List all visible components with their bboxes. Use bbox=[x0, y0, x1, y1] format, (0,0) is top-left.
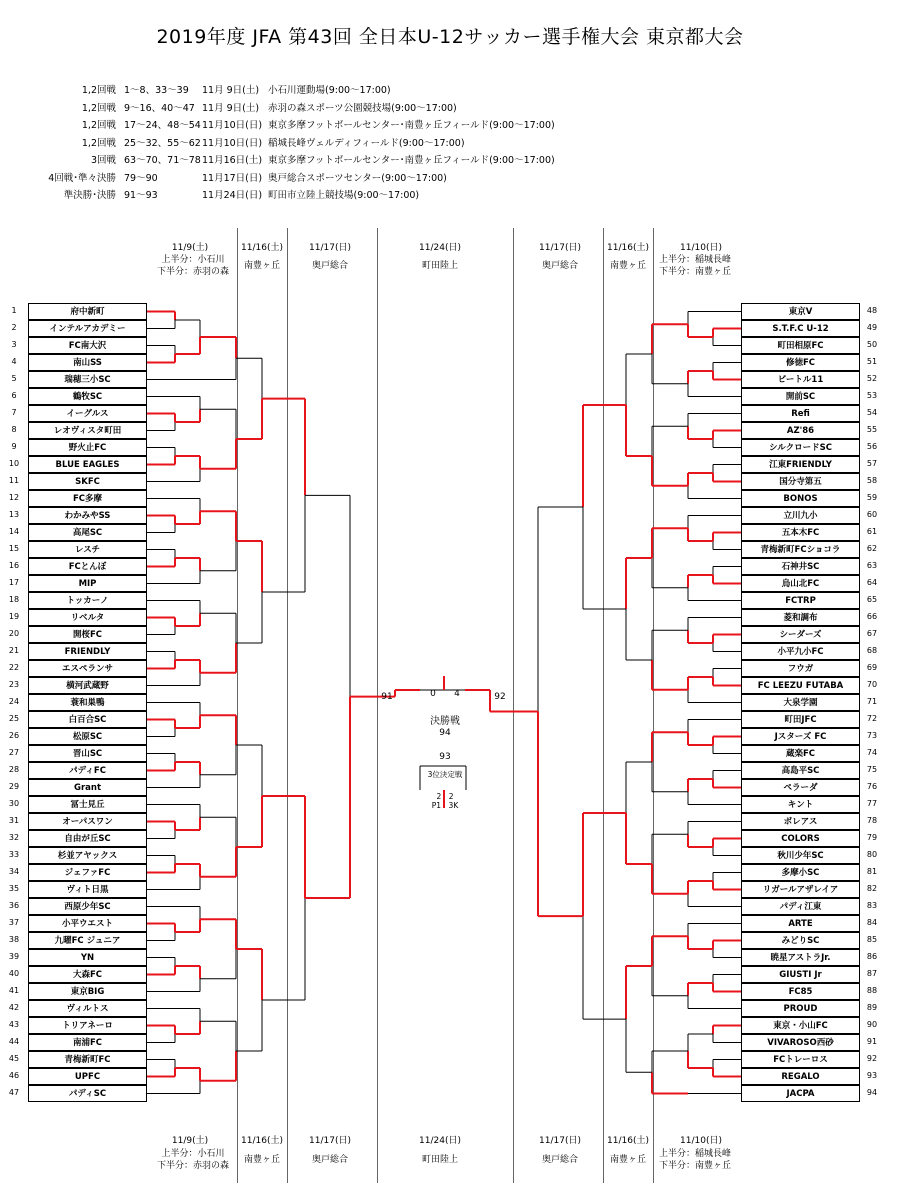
team-right-58: 国分寺第五 bbox=[741, 473, 860, 490]
team-left-3: FC南大沢 bbox=[28, 337, 147, 354]
final-label: 決勝戦 bbox=[430, 716, 460, 727]
team-left-42: ヴィルトス bbox=[28, 1000, 147, 1017]
team-number: 71 bbox=[866, 696, 878, 706]
footer-r3-date: 11/17(日) bbox=[539, 1136, 581, 1146]
header-r1-b: 下半分：南豊ヶ丘 bbox=[658, 267, 731, 277]
team-number: 20 bbox=[8, 628, 20, 638]
team-left-26: 松原SC bbox=[28, 728, 147, 745]
team-left-39: YN bbox=[28, 949, 147, 966]
team-number: 84 bbox=[866, 917, 878, 927]
team-right-61: 五本木FC bbox=[741, 524, 860, 541]
schedule-label: 3回戦 bbox=[90, 155, 116, 166]
team-number: 63 bbox=[866, 560, 878, 570]
schedule-label: 4回戦･準々決勝 bbox=[48, 172, 116, 184]
team-right-59: BONOS bbox=[741, 490, 860, 507]
team-number: 22 bbox=[8, 662, 20, 672]
team-number: 27 bbox=[8, 747, 20, 757]
header-l1-date: 11/9(土) bbox=[171, 243, 209, 253]
team-number: 19 bbox=[8, 611, 20, 621]
team-number: 42 bbox=[8, 1002, 20, 1012]
schedule-date: 11月 9日(土) bbox=[202, 102, 260, 114]
team-left-32: 自由が丘SC bbox=[28, 830, 147, 847]
team-left-4: 南山SS bbox=[28, 354, 147, 371]
team-right-49: S.T.F.C U-12 bbox=[741, 320, 860, 337]
team-left-25: 白百合SC bbox=[28, 711, 147, 728]
team-number: 73 bbox=[866, 730, 878, 740]
team-number: 67 bbox=[866, 628, 878, 638]
team-number: 49 bbox=[866, 322, 878, 332]
footer-c-venue: 町田陸上 bbox=[421, 1155, 458, 1165]
schedule-venue: 東京多摩フットボールセンター･南豊ヶ丘フィールド(9:00～17:00) bbox=[268, 155, 555, 166]
team-left-37: 小平ウエスト bbox=[28, 915, 147, 932]
schedule-venue: 奥戸総合スポーツセンター(9:00～17:00) bbox=[268, 172, 447, 184]
team-number: 8 bbox=[11, 424, 17, 434]
final-left-score: 0 bbox=[430, 689, 436, 699]
third-pk: P1 3K bbox=[431, 801, 459, 810]
schedule-range: 9～16、40～47 bbox=[124, 102, 195, 114]
header-r2-date: 11/16(土) bbox=[607, 243, 649, 253]
team-number: 77 bbox=[866, 798, 878, 808]
team-right-74: 蔵楽FC bbox=[741, 745, 860, 762]
team-right-57: 江東FRIENDLY bbox=[741, 456, 860, 473]
schedule-date: 11月17日(日) bbox=[202, 172, 263, 184]
team-left-7: イーグルス bbox=[28, 405, 147, 422]
team-number: 17 bbox=[8, 577, 20, 587]
team-left-22: エスペランサ bbox=[28, 660, 147, 677]
team-number: 76 bbox=[866, 781, 878, 791]
team-number: 32 bbox=[8, 832, 20, 842]
team-right-82: リガールアザレイア bbox=[741, 881, 860, 898]
team-number: 82 bbox=[866, 883, 878, 893]
team-right-66: 菱和調布 bbox=[741, 609, 860, 626]
team-right-76: ペラーダ bbox=[741, 779, 860, 796]
team-number: 38 bbox=[8, 934, 20, 944]
team-right-48: 東京V bbox=[741, 303, 860, 320]
team-number: 75 bbox=[866, 764, 878, 774]
team-number: 2 bbox=[11, 322, 17, 332]
team-number: 56 bbox=[866, 441, 878, 451]
schedule-range: 1～8、33～39 bbox=[124, 85, 189, 96]
footer-r3-venue: 奥戸総合 bbox=[541, 1155, 578, 1165]
team-number: 4 bbox=[11, 356, 17, 366]
schedule-range: 25～32、55～62 bbox=[124, 137, 201, 149]
header-l3-date: 11/17(日) bbox=[309, 243, 351, 253]
team-right-91: VIVAROSO西砂 bbox=[741, 1034, 860, 1051]
team-number: 40 bbox=[8, 968, 20, 978]
team-left-19: リベルタ bbox=[28, 609, 147, 626]
footer-l1-date: 11/9(土) bbox=[171, 1136, 209, 1146]
team-right-89: PROUD bbox=[741, 1000, 860, 1017]
schedule-date: 11月16日(土) bbox=[202, 155, 263, 166]
team-right-93: REGALO bbox=[741, 1068, 860, 1085]
team-number: 72 bbox=[866, 713, 878, 723]
team-number: 89 bbox=[866, 1002, 878, 1012]
team-left-23: 横河武蔵野 bbox=[28, 677, 147, 694]
team-number: 79 bbox=[866, 832, 878, 842]
team-number: 83 bbox=[866, 900, 878, 910]
team-number: 91 bbox=[866, 1036, 878, 1046]
schedule-date: 11月24日(日) bbox=[202, 190, 263, 201]
team-number: 53 bbox=[866, 390, 878, 400]
team-number: 68 bbox=[866, 645, 878, 655]
team-left-44: 南浦FC bbox=[28, 1034, 147, 1051]
team-number: 66 bbox=[866, 611, 878, 621]
team-left-30: 冨士見丘 bbox=[28, 796, 147, 813]
team-left-38: 九曜FC ジュニア bbox=[28, 932, 147, 949]
team-number: 80 bbox=[866, 849, 878, 859]
schedule-range: 63～70、71～78 bbox=[124, 155, 201, 166]
team-right-50: 町田相原FC bbox=[741, 337, 860, 354]
header-c-venue: 町田陸上 bbox=[421, 261, 458, 271]
team-number: 51 bbox=[866, 356, 878, 366]
team-number: 18 bbox=[8, 594, 20, 604]
schedule-date: 11月10日(日) bbox=[202, 137, 263, 149]
team-number: 14 bbox=[8, 526, 20, 536]
semi-left-no: 91 bbox=[381, 692, 393, 702]
team-number: 62 bbox=[866, 543, 878, 553]
team-right-60: 立川九小 bbox=[741, 507, 860, 524]
team-number: 7 bbox=[11, 407, 17, 417]
team-right-67: シーダーズ bbox=[741, 626, 860, 643]
footer-l2-date: 11/16(土) bbox=[241, 1136, 283, 1146]
team-right-55: AZ'86 bbox=[741, 422, 860, 439]
team-left-36: 西原少年SC bbox=[28, 898, 147, 915]
team-number: 26 bbox=[8, 730, 20, 740]
team-right-77: キント bbox=[741, 796, 860, 813]
schedule-range: 79～90 bbox=[124, 172, 158, 184]
team-right-78: ボレアス bbox=[741, 813, 860, 830]
team-number: 92 bbox=[866, 1053, 878, 1063]
team-left-1: 府中新町 bbox=[28, 303, 147, 320]
team-number: 9 bbox=[11, 441, 17, 451]
team-number: 64 bbox=[866, 577, 878, 587]
team-left-12: FC多摩 bbox=[28, 490, 147, 507]
team-left-47: パディSC bbox=[28, 1085, 147, 1102]
team-left-41: 東京BIG bbox=[28, 983, 147, 1000]
team-left-21: FRIENDLY bbox=[28, 643, 147, 660]
team-number: 3 bbox=[11, 339, 17, 349]
team-number: 94 bbox=[866, 1087, 878, 1097]
team-left-40: 大森FC bbox=[28, 966, 147, 983]
team-right-87: GIUSTI Jr bbox=[741, 966, 860, 983]
team-right-75: 高島平SC bbox=[741, 762, 860, 779]
team-right-73: Jスターズ FC bbox=[741, 728, 860, 745]
footer-r2-venue: 南豊ヶ丘 bbox=[609, 1155, 646, 1165]
team-number: 5 bbox=[11, 373, 17, 383]
footer-l3-date: 11/17(日) bbox=[309, 1136, 351, 1146]
team-number: 24 bbox=[8, 696, 20, 706]
team-right-70: FC LEEZU FUTABA bbox=[741, 677, 860, 694]
team-number: 58 bbox=[866, 475, 878, 485]
schedule-label: 1,2回戦 bbox=[81, 120, 116, 131]
team-right-79: COLORS bbox=[741, 830, 860, 847]
team-number: 59 bbox=[866, 492, 878, 502]
team-number: 70 bbox=[866, 679, 878, 689]
team-right-81: 多摩小SC bbox=[741, 864, 860, 881]
team-left-20: 開桜FC bbox=[28, 626, 147, 643]
schedule-venue: 赤羽の森スポーツ公園競技場(9:00～17:00) bbox=[268, 102, 457, 114]
schedule-label: 1,2回戦 bbox=[81, 85, 116, 96]
team-number: 31 bbox=[8, 815, 20, 825]
team-left-11: SKFC bbox=[28, 473, 147, 490]
team-number: 60 bbox=[866, 509, 878, 519]
schedule-date: 11月 9日(土) bbox=[202, 85, 260, 96]
team-left-2: インテルアカデミー bbox=[28, 320, 147, 337]
team-number: 16 bbox=[8, 560, 20, 570]
footer-c-date: 11/24(日) bbox=[419, 1136, 461, 1146]
team-right-92: FCトレーロス bbox=[741, 1051, 860, 1068]
team-number: 44 bbox=[8, 1036, 20, 1046]
team-left-13: わかみやSS bbox=[28, 507, 147, 524]
footer-r1-date: 11/10(日) bbox=[680, 1136, 722, 1146]
team-number: 57 bbox=[866, 458, 878, 468]
team-left-46: UPFC bbox=[28, 1068, 147, 1085]
team-number: 39 bbox=[8, 951, 20, 961]
team-number: 45 bbox=[8, 1053, 20, 1063]
header-l2-venue: 南豊ヶ丘 bbox=[243, 261, 280, 271]
team-number: 81 bbox=[866, 866, 878, 876]
header-r3-venue: 奥戸総合 bbox=[541, 261, 578, 271]
schedule-label: 1,2回戦 bbox=[81, 102, 116, 114]
team-right-52: ビートル11 bbox=[741, 371, 860, 388]
team-number: 30 bbox=[8, 798, 20, 808]
schedule-venue: 東京多摩フットボールセンター･南豊ヶ丘フィールド(9:00～17:00) bbox=[268, 120, 555, 131]
header-c-date: 11/24(日) bbox=[419, 243, 461, 253]
footer-l2-venue: 南豊ヶ丘 bbox=[243, 1155, 280, 1165]
team-number: 50 bbox=[866, 339, 878, 349]
team-number: 11 bbox=[8, 475, 20, 485]
team-number: 15 bbox=[8, 543, 20, 553]
final-match-no: 94 bbox=[439, 728, 451, 738]
team-left-5: 瑞穂三小SC bbox=[28, 371, 147, 388]
team-number: 69 bbox=[866, 662, 878, 672]
team-number: 86 bbox=[866, 951, 878, 961]
team-number: 61 bbox=[866, 526, 878, 536]
footer-l1-a: 上半分：小石川 bbox=[161, 1149, 225, 1159]
schedule-venue: 稲城長峰ヴェルディフィールド(9:00～17:00) bbox=[268, 137, 465, 149]
team-number: 25 bbox=[8, 713, 20, 723]
team-right-56: シルクロードSC bbox=[741, 439, 860, 456]
team-number: 37 bbox=[8, 917, 20, 927]
team-number: 90 bbox=[866, 1019, 878, 1029]
team-number: 46 bbox=[8, 1070, 20, 1080]
schedule-range: 17～24、48～54 bbox=[124, 120, 201, 131]
team-number: 6 bbox=[11, 390, 17, 400]
team-number: 1 bbox=[11, 305, 17, 315]
team-left-45: 青梅新町FC bbox=[28, 1051, 147, 1068]
footer-r1-b: 下半分：南豊ヶ丘 bbox=[658, 1161, 731, 1171]
team-right-83: パディ江東 bbox=[741, 898, 860, 915]
team-left-28: パディFC bbox=[28, 762, 147, 779]
team-right-65: FCTRP bbox=[741, 592, 860, 609]
header-r3-date: 11/17(日) bbox=[539, 243, 581, 253]
team-number: 13 bbox=[8, 509, 20, 519]
header-l3-venue: 奥戸総合 bbox=[311, 261, 348, 271]
header-r1-a: 上半分：稲城長峰 bbox=[658, 255, 731, 265]
team-number: 93 bbox=[866, 1070, 878, 1080]
team-number: 48 bbox=[866, 305, 878, 315]
team-left-43: トリアネーロ bbox=[28, 1017, 147, 1034]
team-right-54: Refi bbox=[741, 405, 860, 422]
schedule-range: 91～93 bbox=[124, 190, 158, 201]
team-left-34: ジェファFC bbox=[28, 864, 147, 881]
header-l1-a: 上半分：小石川 bbox=[161, 255, 225, 265]
footer-l3-venue: 奥戸総合 bbox=[311, 1155, 348, 1165]
header-l1-b: 下半分：赤羽の森 bbox=[156, 267, 229, 277]
footer-r1-a: 上半分：稲城長峰 bbox=[658, 1149, 731, 1159]
team-right-53: 開前SC bbox=[741, 388, 860, 405]
team-number: 55 bbox=[866, 424, 878, 434]
team-right-85: みどりSC bbox=[741, 932, 860, 949]
team-left-8: レオヴィスタ町田 bbox=[28, 422, 147, 439]
team-right-72: 町田JFC bbox=[741, 711, 860, 728]
page-title: 2019年度 JFA 第43回 全日本U-12サッカー選手権大会 東京都大会 bbox=[156, 26, 744, 48]
team-number: 10 bbox=[8, 458, 20, 468]
team-right-68: 小平九小FC bbox=[741, 643, 860, 660]
team-left-17: MIP bbox=[28, 575, 147, 592]
team-right-63: 石神井SC bbox=[741, 558, 860, 575]
team-number: 28 bbox=[8, 764, 20, 774]
third-match-no: 93 bbox=[439, 752, 451, 762]
team-number: 29 bbox=[8, 781, 20, 791]
schedule-label: 準決勝･決勝 bbox=[63, 190, 116, 201]
team-left-9: 野火止FC bbox=[28, 439, 147, 456]
team-left-16: FCとんぼ bbox=[28, 558, 147, 575]
team-right-88: FC85 bbox=[741, 983, 860, 1000]
team-right-71: 大泉学園 bbox=[741, 694, 860, 711]
team-left-35: ヴィト日黒 bbox=[28, 881, 147, 898]
team-number: 34 bbox=[8, 866, 20, 876]
team-number: 54 bbox=[866, 407, 878, 417]
team-left-6: 鶴牧SC bbox=[28, 388, 147, 405]
header-r2-venue: 南豊ヶ丘 bbox=[609, 261, 646, 271]
team-number: 87 bbox=[866, 968, 878, 978]
team-left-24: 蓑和巣鴨 bbox=[28, 694, 147, 711]
team-left-33: 杉並アヤックス bbox=[28, 847, 147, 864]
team-right-90: 東京・小山FC bbox=[741, 1017, 860, 1034]
schedule-venue: 小石川運動場(9:00～17:00) bbox=[268, 85, 391, 96]
third-label: 3位決定戦 bbox=[427, 770, 463, 779]
team-right-51: 修徳FC bbox=[741, 354, 860, 371]
team-number: 41 bbox=[8, 985, 20, 995]
header-r1-date: 11/10(日) bbox=[680, 243, 722, 253]
team-right-94: JACPA bbox=[741, 1085, 860, 1102]
team-left-14: 高尾SC bbox=[28, 524, 147, 541]
team-right-62: 青梅新町FCショコラ bbox=[741, 541, 860, 558]
footer-l1-b: 下半分：赤羽の森 bbox=[156, 1161, 229, 1171]
third-scores: 2 2 bbox=[436, 792, 454, 801]
team-number: 33 bbox=[8, 849, 20, 859]
team-left-15: レスチ bbox=[28, 541, 147, 558]
team-number: 36 bbox=[8, 900, 20, 910]
team-left-31: オーパスワン bbox=[28, 813, 147, 830]
team-left-29: Grant bbox=[28, 779, 147, 796]
schedule-label: 1,2回戦 bbox=[81, 137, 116, 149]
team-number: 23 bbox=[8, 679, 20, 689]
final-right-score: 4 bbox=[454, 689, 460, 699]
team-right-84: ARTE bbox=[741, 915, 860, 932]
header-l2-date: 11/16(土) bbox=[241, 243, 283, 253]
team-number: 43 bbox=[8, 1019, 20, 1029]
team-number: 78 bbox=[866, 815, 878, 825]
team-number: 74 bbox=[866, 747, 878, 757]
team-number: 85 bbox=[866, 934, 878, 944]
team-number: 52 bbox=[866, 373, 878, 383]
team-right-80: 秋川少年SC bbox=[741, 847, 860, 864]
team-number: 21 bbox=[8, 645, 20, 655]
footer-r2-date: 11/16(土) bbox=[607, 1136, 649, 1146]
schedule-date: 11月10日(日) bbox=[202, 120, 263, 131]
team-left-18: トッカーノ bbox=[28, 592, 147, 609]
schedule-venue: 町田市立陸上競技場(9:00～17:00) bbox=[268, 190, 420, 201]
team-left-27: 晋山SC bbox=[28, 745, 147, 762]
team-right-64: 烏山北FC bbox=[741, 575, 860, 592]
team-right-69: フウガ bbox=[741, 660, 860, 677]
team-number: 47 bbox=[8, 1087, 20, 1097]
semi-right-no: 92 bbox=[494, 692, 506, 702]
team-number: 65 bbox=[866, 594, 878, 604]
team-number: 88 bbox=[866, 985, 878, 995]
team-number: 35 bbox=[8, 883, 20, 893]
team-left-10: BLUE EAGLES bbox=[28, 456, 147, 473]
team-right-86: 暁星アストラJr. bbox=[741, 949, 860, 966]
team-number: 12 bbox=[8, 492, 20, 502]
